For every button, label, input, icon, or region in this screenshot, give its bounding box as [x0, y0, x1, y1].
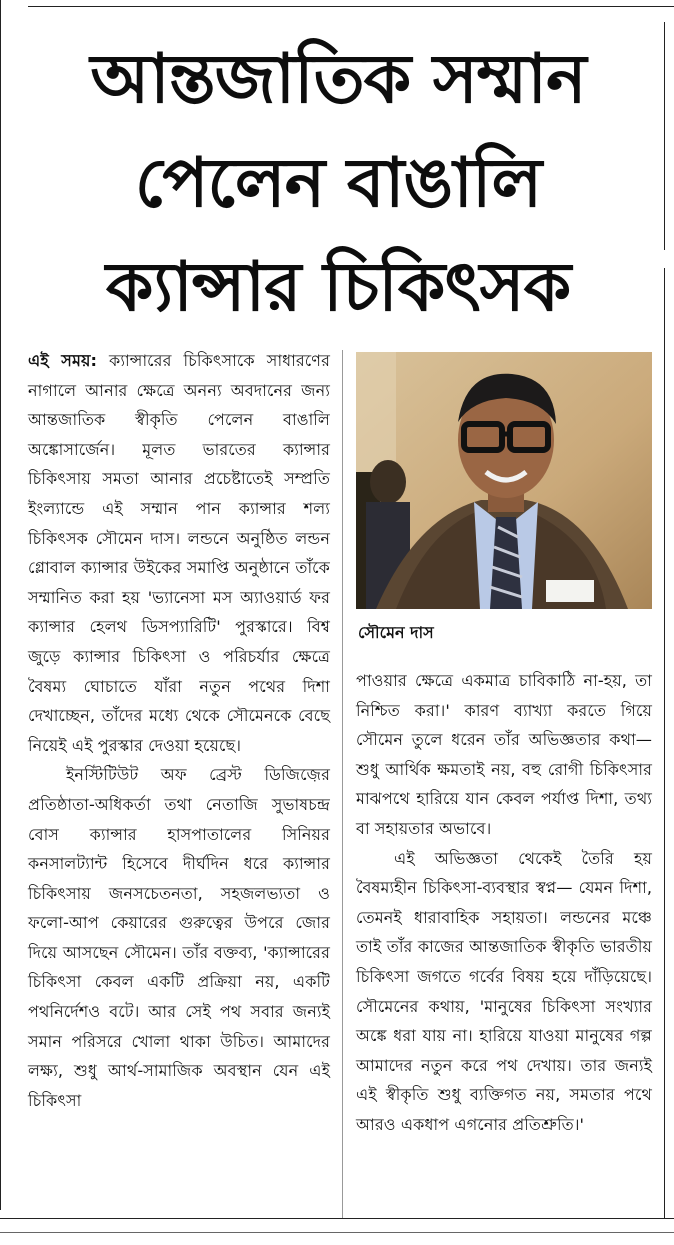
headline-line-3: ক্যান্সার চিকিৎসক	[105, 248, 571, 327]
right-lower-rule	[664, 268, 665, 1218]
headline-line-1: আন্তজাতিক সম্মান	[90, 40, 586, 119]
bottom-rule	[0, 1218, 674, 1219]
headline-line-2: পেলেন বাঙালি	[134, 144, 542, 223]
article-paragraph: ইনস্টিটিউট অফ ব্রেস্ট ডিজিজ়ের প্রতিষ্ঠাতা-অধিকর্তা তথা নেতাজি সুভাষচন্দ্র বোস ক্যান্সার হাসপাতালের সিনিয়র কনসালট্যান্ট হিসেবে দীর্ঘদিন ধরে ক্যান্সার চিকিৎসায় জনসচেতনতা, সহজলভ্যতা ও ফলো-আপ কেয়ারের গুরুত্বের উপরে জোর দিয়ে আসছেন সৌমেন। তাঁর বক্তব্য, 'ক্যান্সারের চিকিৎসা কেবল একটি প্রক্রিয়া নয়, একটি পথনির্দেশও বটে। আর সেই পথ সবার জন্যই সমান পরিসরে খোলা থাকা উচিত। আমাদের লক্ষ্য, শুধু আর্থ-সামাজিক অবস্থান যেন এই চিকিৎসা	[28, 765, 330, 1110]
article-paragraph	[28, 346, 330, 760]
bottom-rule-2	[0, 1232, 674, 1233]
headline	[18, 28, 658, 340]
article-paragraph: পাওয়ার ক্ষেত্রে একমাত্র চাবিকাঠি না-হয়, তা নিশ্চিত করা।' কারণ ব্যাখ্যা করতে গিয়ে সৌমেন তুলে ধরেন তাঁর অভিজ্ঞতার কথা— শুধু আর্থিক ক্ষমতাই নয়, বহু রোগী চিকিৎসার মাঝপথে হারিয়ে যান কেবল পর্যাপ্ত দিশা, তথ্য বা সহায়তার অভাবে।	[356, 671, 652, 838]
top-rule	[28, 6, 674, 7]
photo-caption: সৌমেন দাস	[358, 623, 434, 642]
dateline: এই সময়:	[28, 351, 97, 370]
left-frame-rule	[0, 0, 1, 1210]
paragraph-text: ক্যান্সারের চিকিৎসাকে সাধারণের নাগালে আনার ক্ষেত্রে অনন্য অবদানের জন্য আন্তজাতিক স্বীকৃতি পেলেন বাঙালি অঙ্কোসার্জেন। মূলত ভারতের ক্যান্সার চিকিৎসায় সমতা আনার প্রচেষ্টাতেই সম্প্রতি ইংল্যান্ডে এই সম্মান পান ক্যান্সার শল্য চিকিৎসক সৌমেন দাস। লন্ডনে অনুষ্ঠিত লন্ডন গ্লোবাল ক্যান্সার উইকের সমাপ্তি অনুষ্ঠানে তাঁকে সম্মানিত করা হয় 'ভ্যানেসা মস অ্যাওয়ার্ড ফর ক্যান্সার হেলথ ডিসপ্যারিটি' পুরস্কারে। বিশ্ব জুড়ে ক্যান্সার চিকিৎসা ও পরিচর্যার ক্ষেত্রে বৈষম্য ঘোচাতে যাঁরা নতুন পথের দিশা দেখাচ্ছেন, তাঁদের মধ্যে থেকে সৌমেনকে বেছে নিয়েই এই পুরস্কার দেওয়া হয়েছে।	[28, 351, 331, 755]
portrait-photo	[356, 352, 652, 609]
article-paragraph: এই অভিজ্ঞতা থেকেই তৈরি হয় বৈষম্যহীন চিকিৎসা-ব্যবস্থার স্বপ্ন— যেমন দিশা, তেমনই ধারাবাহিক সহায়তা। লন্ডনের মঞ্চে তাই তাঁর কাজের আন্তজাতিক স্বীকৃতি ভারতীয় চিকিৎসা জগতে গর্বের বিষয় হয়ে দাঁড়িয়েছে। সৌমেনের কথায়, 'মানুষের চিকিৎসা সংখ্যার অঙ্কে ধরা যায় না। হারিয়ে যাওয়া মানুষের গল্প আমাদের নতুন করে পথ দেখায়। তার জন্যই এই স্বীকৃতি শুধু ব্যক্তিগত নয়, সমতার পথে আরও একধাপ এগনোর প্রতিশ্রুতি।'	[356, 848, 652, 1134]
article-column-right	[356, 666, 652, 1140]
right-top-rule	[664, 22, 665, 250]
column-divider	[342, 350, 343, 1218]
article-column-left	[28, 346, 330, 1115]
